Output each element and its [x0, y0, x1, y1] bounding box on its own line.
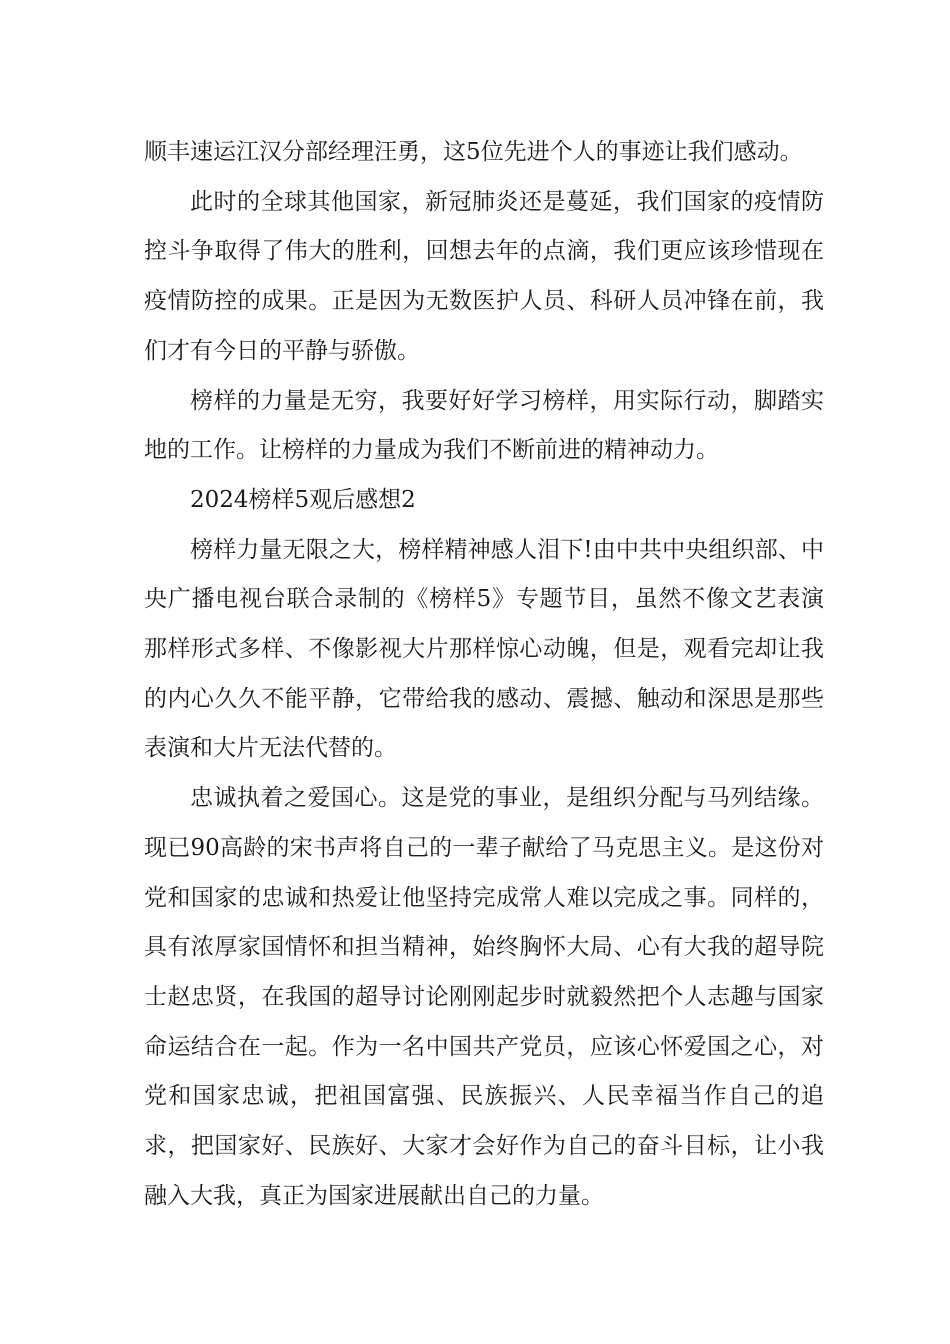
paragraph-patriotism: 忠诚执着之爱国心。这是党的事业，是组织分配与马列结缘。现已90高龄的宋书声将自己的一辈子献给了马克思主义。是这份对党和国家的忠诚和热爱让他坚持完成常人难以完成之事。同样的，具有浓厚家国情怀和担当精神，始终胸怀大局、心有大我的超导院士赵忠贤，在我国的超导讨论刚刚起步时就毅然把个人志趣与国家命运结合在一起。作为一名中国共产党员，应该心怀爱国之心，对党和国家忠诚，把祖国富强、民族振兴、人民幸福当作自己的追求，把国家好、民族好、大家才会好作为自己的奋斗目标，让小我融入大我，真正为国家进展献出自己的力量。: [144, 785, 824, 1209]
paragraph-pandemic: 此时的全球其他国家，新冠肺炎还是蔓延，我们国家的疫情防控斗争取得了伟大的胜利，回想去年的点滴，我们更应该珍惜现在疫情防控的成果。正是因为无数医护人员、科研人员冲锋在前，我们才有今日的平静与骄傲。: [144, 188, 824, 364]
section-heading: 2024榜样5观后感想2: [190, 486, 416, 513]
document-body: [144, 128, 824, 1221]
paragraph-continuation: 顺丰速运江汉分部经理汪勇，这5位先进个人的事迹让我们感动。: [144, 139, 803, 165]
paragraph-role-model-power: 榜样的力量是无穷，我要好好学习榜样，用实际行动，脚踏实地的工作。让榜样的力量成为我们不断前进的精神动力。: [144, 387, 824, 464]
paragraph-program-intro: 榜样力量无限之大，榜样精神感人泪下!由中共中央组织部、中央广播电视台联合录制的《榜样5》专题节目，虽然不像文艺表演那样形式多样、不像影视大片那样惊心动魄，但是，观看完却让我的内心久久不能平静，它带给我的感动、震撼、触动和深思是那些表演和大片无法代替的。: [144, 536, 824, 762]
